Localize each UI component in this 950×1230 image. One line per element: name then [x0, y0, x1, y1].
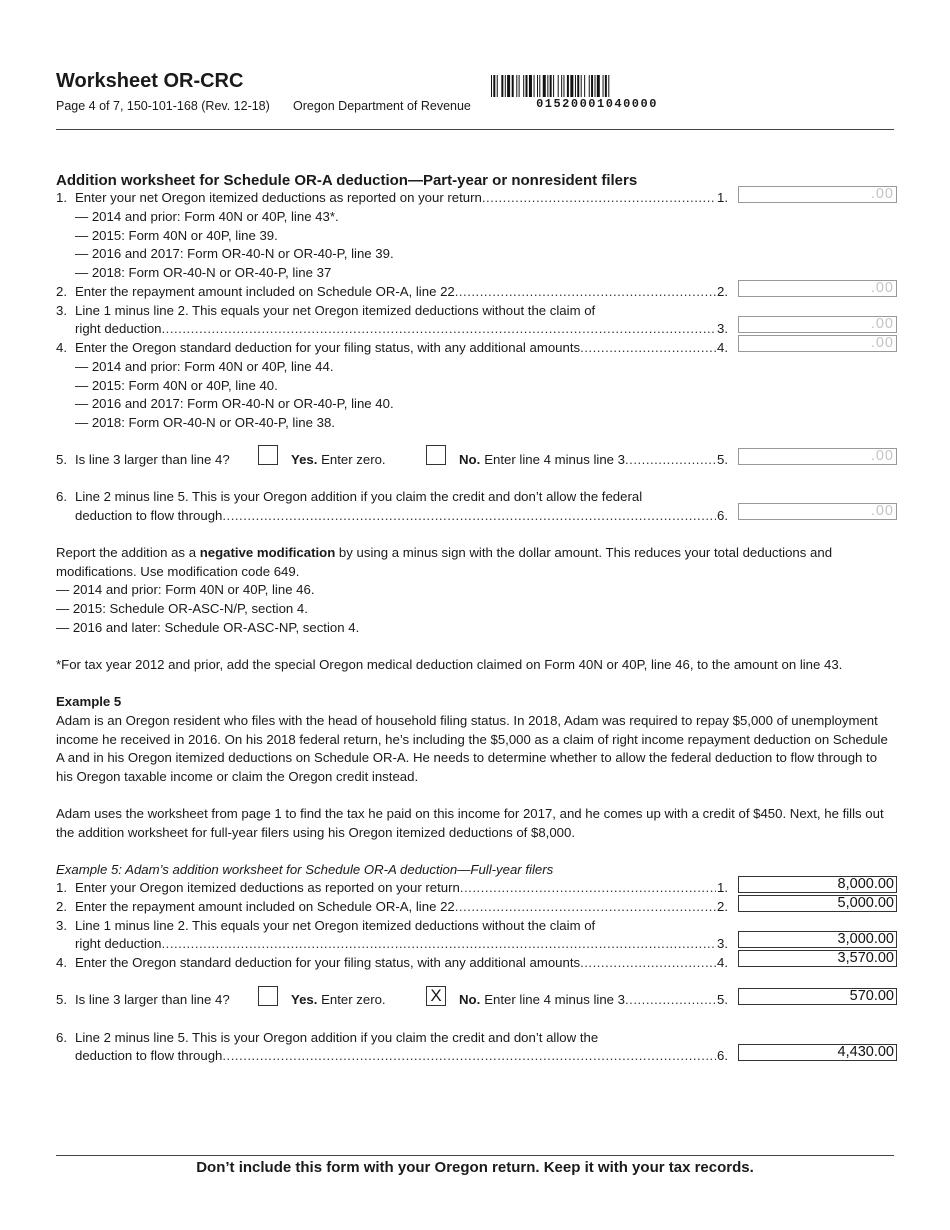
ws-line-4-sub: — 2018: Form OR-40-N or OR-40-P, line 38.	[75, 415, 335, 430]
ex-line-5-no-label: No. Enter line 4 minus line 3 ..... 5.	[459, 991, 728, 1009]
ex-line-1-amount[interactable]: 8,000.00	[738, 876, 897, 893]
ws-line-5-amount[interactable]: .00	[738, 448, 897, 465]
footer-divider	[56, 1155, 894, 1156]
report-item: — 2015: Schedule OR-ASC-N/P, section 4.	[56, 601, 308, 616]
ex-line-5-yes-checkbox[interactable]	[258, 986, 278, 1006]
ws-line-5-no-label: No. Enter line 4 minus line 3 ..... 5.	[459, 451, 728, 469]
ex-line-5-no-checkbox[interactable]: X	[426, 986, 446, 1006]
ex-line-2: 2. Enter the repayment amount included on Schedule OR-A, line 22 ..... 2.	[56, 898, 728, 916]
ws-line-1-sub: — 2014 and prior: Form 40N or 40P, line 43*.	[75, 209, 339, 224]
ex-line-6-cont: deduction to flow through ..... 6.	[56, 1047, 728, 1065]
ex-line-5-amount[interactable]: 570.00	[738, 988, 897, 1005]
ex-line-6: 6. Line 2 minus line 5. This is your Oregon addition if you claim the credit and don’t allow the	[56, 1030, 599, 1045]
ws-line-4-sub: — 2014 and prior: Form 40N or 40P, line 44.	[75, 359, 334, 374]
ws-line-2-amount[interactable]: .00	[738, 280, 897, 297]
report-item: — 2016 and later: Schedule OR-ASC-NP, section 4.	[56, 620, 360, 635]
example-paragraph: Adam uses the worksheet from page 1 to find the tax he paid on this income for 2017, and he comes up with a credit of $450. Next, he fills out the addition worksheet for full-year filers using his Oregon itemized deductions of $8,000.	[56, 806, 884, 840]
barcode-image	[491, 75, 703, 97]
barcode-number: 01520001040000	[536, 97, 658, 111]
ws-line-5-yes-checkbox[interactable]	[258, 445, 278, 465]
ws-line-1-sub: — 2018: Form OR-40-N or OR-40-P, line 37	[75, 265, 332, 280]
ws-line-1-amount[interactable]: .00	[738, 186, 897, 203]
worksheet-title: Addition worksheet for Schedule OR-A deduction—Part-year or nonresident filers	[56, 172, 638, 189]
footer-note: Don’t include this form with your Oregon return. Keep it with your tax records.	[196, 1159, 754, 1176]
ws-line-3-amount[interactable]: .00	[738, 316, 897, 333]
form-title: Worksheet OR-CRC	[56, 70, 244, 92]
report-instructions: Report the addition as a negative modification by using a minus sign with the dollar amount. This reduces your total deductions and modifications. Use modification code 649.	[56, 545, 833, 579]
page-info: Page 4 of 7, 150-101-168 (Rev. 12-18)	[56, 99, 270, 113]
ex-line-3-cont: right deduction ..... 3.	[56, 935, 728, 953]
ws-line-4-amount[interactable]: .00	[738, 335, 897, 352]
ex-line-4-amount[interactable]: 3,570.00	[738, 950, 897, 967]
ws-line-2: 2. Enter the repayment amount included on Schedule OR-A, line 22 ..... 2.	[56, 283, 728, 301]
ws-line-4-sub: — 2016 and 2017: Form OR-40-N or OR-40-P, line 40.	[75, 396, 394, 411]
ws-line-3: 3. Line 1 minus line 2. This equals your net Oregon itemized deductions without the claim of	[56, 303, 596, 318]
ws-line-6: 6. Line 2 minus line 5. This is your Oregon addition if you claim the credit and don’t allow the federal	[56, 489, 643, 504]
ws-line-6-amount[interactable]: .00	[738, 503, 897, 520]
ex-line-5-question: 5. Is line 3 larger than line 4?	[56, 992, 230, 1007]
report-item: — 2014 and prior: Form 40N or 40P, line 46.	[56, 582, 315, 597]
ex-line-3-amount[interactable]: 3,000.00	[738, 931, 897, 948]
ws-line-5-no-checkbox[interactable]	[426, 445, 446, 465]
ws-line-4-sub: — 2015: Form 40N or 40P, line 40.	[75, 378, 278, 393]
example-worksheet-title: Example 5: Adam’s addition worksheet for Schedule OR-A deduction—Full-year filers	[56, 862, 554, 877]
ws-line-1: 1. Enter your net Oregon itemized deductions as reported on your return ..... 1.	[56, 189, 728, 207]
ws-line-6-cont: deduction to flow through ..... 6.	[56, 507, 728, 525]
footnote: *For tax year 2012 and prior, add the special Oregon medical deduction claimed on Form 40N or 40P, line 46, to the amount on line 43.	[56, 657, 843, 672]
ex-line-3: 3. Line 1 minus line 2. This equals your net Oregon itemized deductions without the claim of	[56, 918, 596, 933]
ex-line-6-amount[interactable]: 4,430.00	[738, 1044, 897, 1061]
agency-name: Oregon Department of Revenue	[293, 99, 471, 113]
ws-line-4: 4. Enter the Oregon standard deduction for your filing status, with any additional amounts ..... 4.	[56, 339, 728, 357]
ws-line-3-cont: right deduction ..... 3.	[56, 320, 728, 338]
example-title: Example 5	[56, 694, 122, 709]
ws-line-5-yes-label: Yes. Enter zero.	[291, 452, 386, 467]
example-paragraph: Adam is an Oregon resident who files with the head of household filing status. In 2018, Adam was required to repay $5,000 of unemployment income he received in 2016. On his 2018 federal return, he’s including the $5,000 as a claim of right income repayment deduction on Schedule A and in his Oregon itemized deductions on Schedule OR-A. He needs to determine whether to allow the federal deduction to flow through to his Oregon taxable income or claim the Oregon credit instead.	[56, 713, 888, 784]
ws-line-1-sub: — 2016 and 2017: Form OR-40-N or OR-40-P, line 39.	[75, 246, 394, 261]
ws-line-5-question: 5. Is line 3 larger than line 4?	[56, 452, 230, 467]
ex-line-4: 4. Enter the Oregon standard deduction for your filing status, with any additional amounts ..... 4.	[56, 954, 728, 972]
ex-line-5-yes-label: Yes. Enter zero.	[291, 992, 386, 1007]
header-divider	[56, 129, 894, 130]
ws-line-1-sub: — 2015: Form 40N or 40P, line 39.	[75, 228, 278, 243]
ex-line-2-amount[interactable]: 5,000.00	[738, 895, 897, 912]
ex-line-1: 1. Enter your Oregon itemized deductions as reported on your return ..... 1.	[56, 879, 728, 897]
